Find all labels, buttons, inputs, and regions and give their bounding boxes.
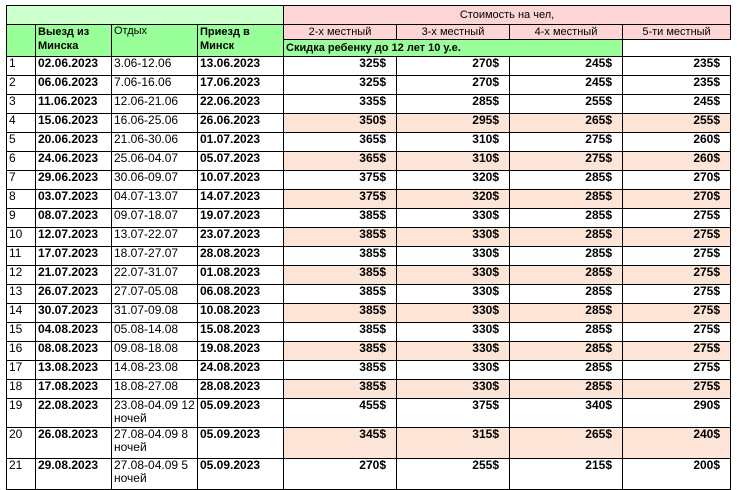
rest-period: 3.06-12.06 — [112, 57, 198, 76]
row-number: 18 — [7, 380, 36, 399]
depart-date: 24.06.2023 — [36, 152, 112, 171]
price-5: 275$ — [623, 209, 731, 228]
arrive-date: 05.09.2023 — [198, 459, 284, 490]
price-2: 270$ — [284, 459, 397, 490]
price-5: 260$ — [623, 152, 731, 171]
rest-period: 13.07-22.07 — [112, 228, 198, 247]
price-3: 295$ — [397, 114, 510, 133]
price-5: 235$ — [623, 76, 731, 95]
row-number: 21 — [7, 459, 36, 490]
depart-date: 15.06.2023 — [36, 114, 112, 133]
rest-period: 05.08-14.08 — [112, 323, 198, 342]
table-row — [7, 399, 731, 428]
price-4: 285$ — [510, 171, 623, 190]
price-3: 285$ — [397, 95, 510, 114]
row-number: 1 — [7, 57, 36, 76]
arrive-date: 06.08.2023 — [198, 285, 284, 304]
price-4: 245$ — [510, 76, 623, 95]
col-header-4: 4-х местный — [510, 25, 623, 40]
arrive-date: 23.07.2023 — [198, 228, 284, 247]
price-4: 340$ — [510, 399, 623, 428]
rest-period: 09.07-18.07 — [112, 209, 198, 228]
table-row — [7, 114, 731, 133]
price-5: 200$ — [623, 459, 731, 490]
price-2: 385$ — [284, 380, 397, 399]
depart-date: 11.06.2023 — [36, 95, 112, 114]
price-4: 275$ — [510, 133, 623, 152]
depart-date: 17.08.2023 — [36, 380, 112, 399]
arrive-date: 01.07.2023 — [198, 133, 284, 152]
depart-date: 12.07.2023 — [36, 228, 112, 247]
price-2: 335$ — [284, 95, 397, 114]
row-number: 4 — [7, 114, 36, 133]
price-5: 240$ — [623, 428, 731, 459]
table-row — [7, 76, 731, 95]
col-header-5: 5-ти местный — [623, 25, 731, 40]
row-number: 6 — [7, 152, 36, 171]
depart-date: 17.07.2023 — [36, 247, 112, 266]
table-row — [7, 459, 731, 490]
price-2: 385$ — [284, 228, 397, 247]
depart-date: 02.06.2023 — [36, 57, 112, 76]
price-3: 330$ — [397, 361, 510, 380]
depart-date: 04.08.2023 — [36, 323, 112, 342]
price-5: 275$ — [623, 361, 731, 380]
header-top-band — [7, 6, 284, 25]
price-2: 365$ — [284, 133, 397, 152]
arrive-date: 10.07.2023 — [198, 171, 284, 190]
price-4: 265$ — [510, 114, 623, 133]
price-4: 265$ — [510, 428, 623, 459]
price-3: 255$ — [397, 459, 510, 490]
depart-date: 30.07.2023 — [36, 304, 112, 323]
price-3: 330$ — [397, 304, 510, 323]
row-number: 15 — [7, 323, 36, 342]
price-5: 275$ — [623, 266, 731, 285]
price-2: 385$ — [284, 361, 397, 380]
rest-period: 23.08-04.09 12 ночей — [112, 399, 198, 428]
arrive-date: 22.06.2023 — [198, 95, 284, 114]
price-4: 285$ — [510, 228, 623, 247]
price-4: 285$ — [510, 209, 623, 228]
price-2: 385$ — [284, 323, 397, 342]
price-5: 275$ — [623, 247, 731, 266]
header-blank-cell — [623, 40, 731, 57]
price-4: 245$ — [510, 57, 623, 76]
table-row — [7, 95, 731, 114]
price-4: 285$ — [510, 380, 623, 399]
price-4: 285$ — [510, 342, 623, 361]
price-2: 385$ — [284, 304, 397, 323]
table-row — [7, 171, 731, 190]
rest-period: 31.07-09.08 — [112, 304, 198, 323]
depart-date: 13.08.2023 — [36, 361, 112, 380]
rest-period: 27.08-04.09 5 ночей — [112, 459, 198, 490]
rest-period: 27.07-05.08 — [112, 285, 198, 304]
arrive-date: 28.08.2023 — [198, 380, 284, 399]
row-number: 20 — [7, 428, 36, 459]
arrive-date: 05.09.2023 — [198, 399, 284, 428]
rest-period: 14.08-23.08 — [112, 361, 198, 380]
price-5: 275$ — [623, 304, 731, 323]
arrive-date: 10.08.2023 — [198, 304, 284, 323]
price-5: 260$ — [623, 133, 731, 152]
rest-period: 18.08-27.08 — [112, 380, 198, 399]
price-2: 385$ — [284, 285, 397, 304]
arrive-date: 01.08.2023 — [198, 266, 284, 285]
price-4: 285$ — [510, 190, 623, 209]
price-5: 245$ — [623, 95, 731, 114]
row-number: 3 — [7, 95, 36, 114]
table-row — [7, 152, 731, 171]
rest-period: 21.06-30.06 — [112, 133, 198, 152]
arrive-date: 17.06.2023 — [198, 76, 284, 95]
price-2: 385$ — [284, 247, 397, 266]
price-4: 275$ — [510, 152, 623, 171]
arrive-date: 05.09.2023 — [198, 428, 284, 459]
depart-date: 03.07.2023 — [36, 190, 112, 209]
row-number: 14 — [7, 304, 36, 323]
price-3: 270$ — [397, 76, 510, 95]
rest-period: 04.07-13.07 — [112, 190, 198, 209]
price-5: 275$ — [623, 228, 731, 247]
table-row — [7, 247, 731, 266]
price-4: 285$ — [510, 247, 623, 266]
depart-date: 26.08.2023 — [36, 428, 112, 459]
price-3: 330$ — [397, 247, 510, 266]
price-5: 235$ — [623, 57, 731, 76]
price-3: 330$ — [397, 285, 510, 304]
rest-period: 12.06-21.06 — [112, 95, 198, 114]
price-5: 290$ — [623, 399, 731, 428]
price-5: 270$ — [623, 171, 731, 190]
depart-date: 29.08.2023 — [36, 459, 112, 490]
row-number: 17 — [7, 361, 36, 380]
price-3: 375$ — [397, 399, 510, 428]
price-2: 350$ — [284, 114, 397, 133]
arrive-date: 14.07.2023 — [198, 190, 284, 209]
depart-date: 08.07.2023 — [36, 209, 112, 228]
price-2: 325$ — [284, 76, 397, 95]
price-5: 275$ — [623, 323, 731, 342]
price-3: 330$ — [397, 323, 510, 342]
row-number: 13 — [7, 285, 36, 304]
arrive-date: 26.06.2023 — [198, 114, 284, 133]
table-row — [7, 380, 731, 399]
price-4: 285$ — [510, 304, 623, 323]
arrive-date: 28.08.2023 — [198, 247, 284, 266]
price-3: 320$ — [397, 171, 510, 190]
price-3: 330$ — [397, 228, 510, 247]
arrive-header: Приезд в Минск — [198, 25, 284, 57]
rest-header: Отдых — [112, 25, 198, 57]
table-row — [7, 342, 731, 361]
price-2: 385$ — [284, 342, 397, 361]
depart-date: 08.08.2023 — [36, 342, 112, 361]
row-number: 11 — [7, 247, 36, 266]
price-3: 310$ — [397, 152, 510, 171]
price-4: 285$ — [510, 266, 623, 285]
depart-date: 29.06.2023 — [36, 171, 112, 190]
table-row — [7, 323, 731, 342]
price-5: 255$ — [623, 114, 731, 133]
price-4: 285$ — [510, 285, 623, 304]
row-number: 7 — [7, 171, 36, 190]
rest-period: 27.08-04.09 8 ночей — [112, 428, 198, 459]
row-number: 8 — [7, 190, 36, 209]
table-row — [7, 428, 731, 459]
table-row — [7, 304, 731, 323]
col-header-3: 3-х местный — [397, 25, 510, 40]
price-3: 330$ — [397, 380, 510, 399]
depart-date: 20.06.2023 — [36, 133, 112, 152]
price-4: 215$ — [510, 459, 623, 490]
rest-period: 18.07-27.07 — [112, 247, 198, 266]
rest-period: 30.06-09.07 — [112, 171, 198, 190]
price-2: 375$ — [284, 171, 397, 190]
price-2: 455$ — [284, 399, 397, 428]
table-row — [7, 133, 731, 152]
rest-period: 22.07-31.07 — [112, 266, 198, 285]
price-3: 330$ — [397, 342, 510, 361]
col-header-2: 2-х местный — [284, 25, 397, 40]
price-4: 255$ — [510, 95, 623, 114]
price-2: 345$ — [284, 428, 397, 459]
row-number: 12 — [7, 266, 36, 285]
arrive-date: 15.08.2023 — [198, 323, 284, 342]
arrive-date: 13.06.2023 — [198, 57, 284, 76]
tour-price-table — [6, 5, 731, 490]
price-3: 270$ — [397, 57, 510, 76]
price-3: 330$ — [397, 209, 510, 228]
row-number: 16 — [7, 342, 36, 361]
rest-period: 7.06-16.06 — [112, 76, 198, 95]
price-2: 325$ — [284, 57, 397, 76]
table-row — [7, 209, 731, 228]
row-number: 10 — [7, 228, 36, 247]
price-3: 310$ — [397, 133, 510, 152]
child-discount: Скидка ребенку до 12 лет 10 у.е. — [284, 40, 623, 57]
depart-date: 26.07.2023 — [36, 285, 112, 304]
price-4: 285$ — [510, 323, 623, 342]
rest-period: 25.06-04.07 — [112, 152, 198, 171]
table-row — [7, 361, 731, 380]
row-number: 2 — [7, 76, 36, 95]
price-3: 330$ — [397, 266, 510, 285]
price-5: 270$ — [623, 190, 731, 209]
depart-date: 06.06.2023 — [36, 76, 112, 95]
arrive-date: 05.07.2023 — [198, 152, 284, 171]
rest-period: 09.08-18.08 — [112, 342, 198, 361]
table-row — [7, 228, 731, 247]
price-3: 320$ — [397, 190, 510, 209]
price-title: Стоимость на чел, — [284, 6, 731, 25]
table-row — [7, 285, 731, 304]
table-row — [7, 190, 731, 209]
depart-date: 21.07.2023 — [36, 266, 112, 285]
rest-period: 16.06-25.06 — [112, 114, 198, 133]
arrive-date: 19.08.2023 — [198, 342, 284, 361]
table-row — [7, 266, 731, 285]
row-number-header — [7, 25, 36, 57]
row-number: 5 — [7, 133, 36, 152]
arrive-date: 19.07.2023 — [198, 209, 284, 228]
price-2: 385$ — [284, 266, 397, 285]
table-row — [7, 57, 731, 76]
price-3: 315$ — [397, 428, 510, 459]
price-2: 365$ — [284, 152, 397, 171]
depart-date: 22.08.2023 — [36, 399, 112, 428]
price-2: 375$ — [284, 190, 397, 209]
price-2: 385$ — [284, 209, 397, 228]
price-5: 275$ — [623, 342, 731, 361]
row-number: 19 — [7, 399, 36, 428]
price-4: 285$ — [510, 361, 623, 380]
price-5: 275$ — [623, 285, 731, 304]
arrive-date: 24.08.2023 — [198, 361, 284, 380]
row-number: 9 — [7, 209, 36, 228]
price-5: 275$ — [623, 380, 731, 399]
depart-header: Выезд из Минска — [36, 25, 112, 57]
